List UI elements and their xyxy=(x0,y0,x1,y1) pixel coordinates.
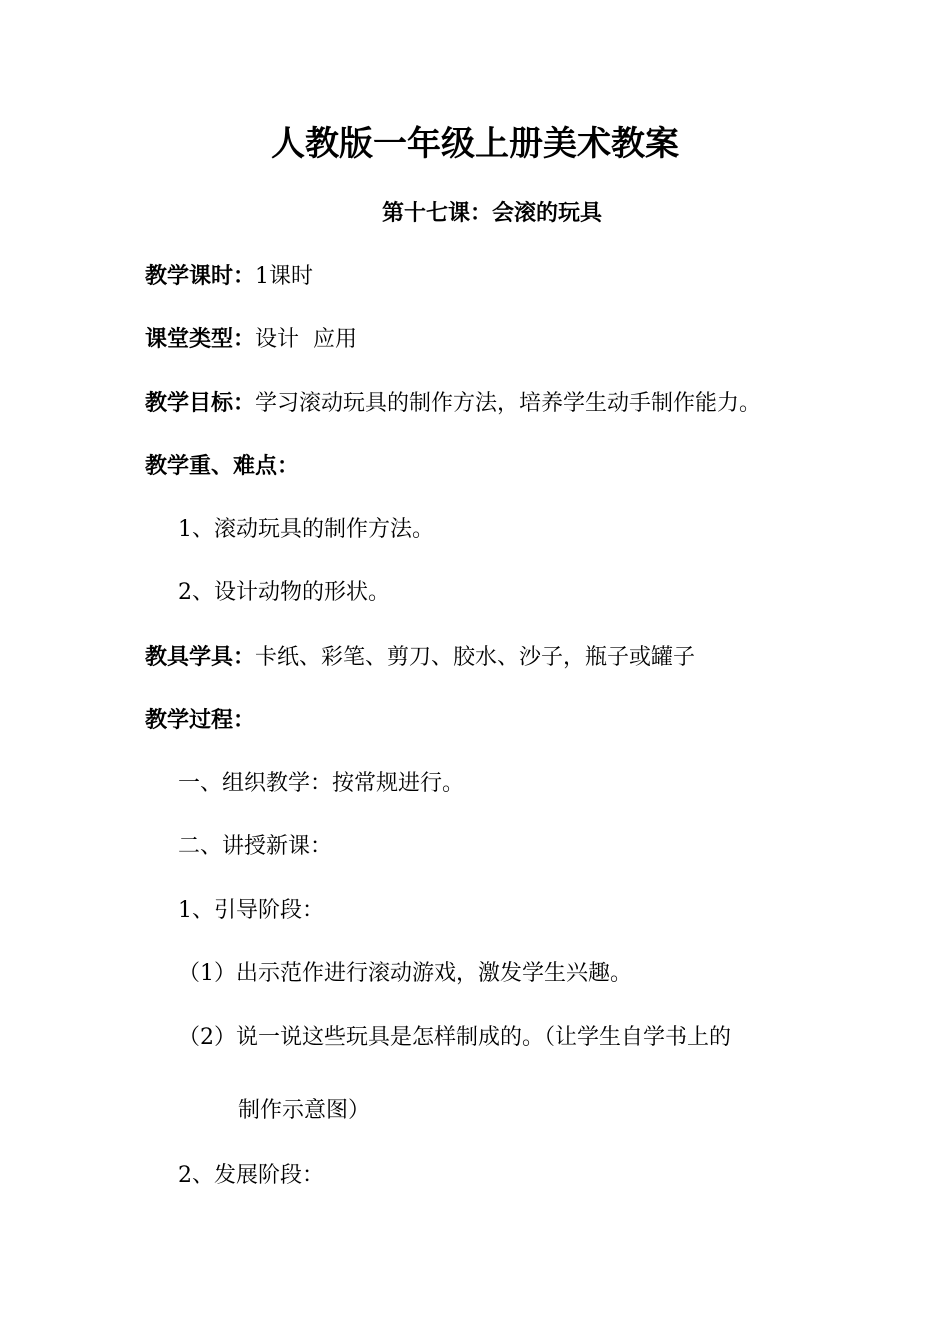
teaching-goal-value: 学习滚动玩具的制作方法，培养学生动手制作能力。 xyxy=(255,391,762,416)
teaching-goal-label: 教学目标： xyxy=(145,390,256,416)
class-type-value: 设计 应用 xyxy=(255,327,358,352)
key-point-2: 2、设计动物的形状。 xyxy=(178,580,390,605)
stage-1-item-2-line-1: （2）说一说这些玩具是怎样制成的。（让学生自学书上的 xyxy=(178,1025,731,1050)
process-step-1: 一、组织教学：按常规进行。 xyxy=(178,771,465,796)
teaching-tools-value: 卡纸、彩笔、剪刀、胶水、沙子，瓶子或罐子 xyxy=(255,645,696,670)
document-title: 人教版一年级上册美术教案 xyxy=(271,124,679,164)
teaching-hours-row xyxy=(145,262,313,291)
teaching-hours-label: 教学课时： xyxy=(145,263,256,289)
stage-1-item-1: （1）出示范作进行滚动游戏，激发学生兴趣。 xyxy=(178,961,632,986)
stage-1-item-2-line-2: 制作示意图） xyxy=(238,1098,371,1123)
teaching-tools-row xyxy=(145,643,695,672)
teaching-hours-value: 1课时 xyxy=(255,264,314,289)
stage-2-heading: 2、发展阶段： xyxy=(178,1163,324,1188)
process-step-2: 二、讲授新课： xyxy=(178,834,333,859)
key-points-label: 教学重、难点： xyxy=(145,453,300,479)
teaching-tools-label: 教具学具： xyxy=(145,644,256,670)
class-type-row xyxy=(145,325,357,354)
class-type-label: 课堂类型： xyxy=(145,326,256,352)
teaching-process-label: 教学过程： xyxy=(145,707,256,733)
stage-1-heading: 1、引导阶段： xyxy=(178,898,324,923)
teaching-goal-row xyxy=(145,389,761,418)
key-point-1: 1、滚动玩具的制作方法。 xyxy=(178,517,434,542)
lesson-subtitle: 第十七课：会滚的玩具 xyxy=(381,200,602,226)
